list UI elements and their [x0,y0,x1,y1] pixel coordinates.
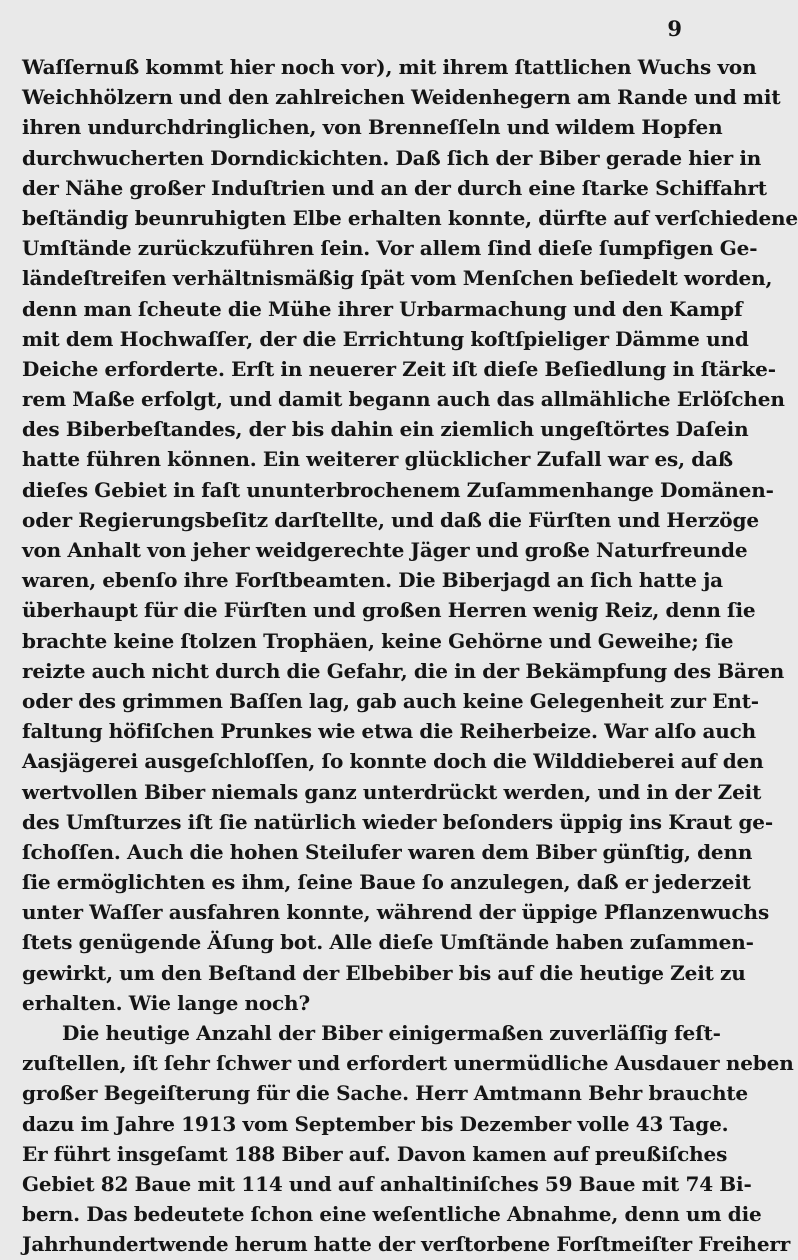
text-line: Weichhölzern und den zahlreichen Weidenhegern am Rande und mit [22,85,781,110]
paragraph [22,52,798,1018]
text-line: gewirkt, um den Beſtand der Elbebiber bis auf die heutige Zeit zu [22,960,746,985]
text-line: des Umſturzes iſt ſie natürlich wieder beſonders üppig ins Kraut ge- [22,809,774,834]
text-line: beſtändig beunruhigten Elbe erhalten konnte, dürfte auf verſchiedene [22,205,798,230]
text-line: ſtets genügende Äſung bot. Alle dieſe Umſtände haben zuſammen- [22,930,754,955]
text-line: Deiche erforderte. Erſt in neuerer Zeit iſt dieſe Beſiedlung in ſtärke- [22,356,776,381]
text-line: Gebiet 82 Baue mit 114 und auf anhaltiniſches 59 Baue mit 74 Bi- [22,1171,752,1196]
text-line: oder des grimmen Baſſen lag, gab auch keine Gelegenheit zur Ent- [22,688,759,713]
text-line: Aasjägerei ausgeſchloſſen, ſo konnte doch die Wilddieberei auf den [22,749,764,774]
text-line: faltung höfiſchen Prunkes wie etwa die Reiherbeize. War alſo auch [22,719,757,744]
text-line: hatte führen können. Ein weiterer glücklicher Zufall war es, daß [22,447,733,472]
text-line: erhalten. Wie lange noch? [22,990,311,1015]
text-line: durchwucherten Dorndickichten. Daß ſich der Biber gerade hier in [22,145,762,170]
text-line: ſie ermöglichten es ihm, ſeine Baue ſo anzulegen, daß er jederzeit [22,870,751,895]
text-line: überhaupt für die Fürſten und großen Herren wenig Reiz, denn ſie [22,598,756,623]
text-line: Er führt insgeſamt 188 Biber auf. Davon kamen auf preußiſches [22,1141,728,1166]
text-line: waren, ebenſo ihre Forſtbeamten. Die Biberjagd an ſich hatte ja [22,568,723,593]
text-line: des Biberbeſtandes, der bis dahin ein ziemlich ungeſtörtes Daſein [22,417,749,442]
text-line: ſchoſſen. Auch die hohen Steilufer waren dem Biber günſtig, denn [22,839,753,864]
text-line: großer Begeiſterung für die Sache. Herr Amtmann Behr brauchte [22,1081,749,1106]
text-line: bern. Das bedeutete ſchon eine weſentliche Abnahme, denn um die [22,1202,762,1227]
text-line: wertvollen Biber niemals ganz unterdrückt werden, und in der Zeit [22,779,762,804]
text-line: unter Waſſer ausfahren konnte, während der üppige Pflanzenwuchs [22,900,770,925]
text-body [22,52,798,1260]
text-line: rem Maße erfolgt, und damit begann auch das allmähliche Erlöſchen [22,387,785,412]
text-line: reizte auch nicht durch die Gefahr, die in der Bekämpfung des Bären [22,658,785,683]
text-line: mit dem Hochwaſſer, der die Errichtung koſtſpieliger Dämme und [22,326,749,351]
page-number: 9 [667,16,682,41]
text-line: ihren undurchdringlichen, von Brenneſſeln und wildem Hopfen [22,115,723,140]
text-line: dazu im Jahre 1913 vom September bis Dezember volle 43 Tage. [22,1111,729,1136]
text-line: zuſtellen, iſt ſehr ſchwer und erfordert unermüdliche Ausdauer neben [22,1051,794,1076]
text-line: Jahrhundertwende herum hatte der verſtorbene Forſtmeiſter Freiherr [22,1232,791,1257]
text-line: von Anhalt von jeher weidgerechte Jäger und große Naturfreunde [22,538,748,562]
text-line: denn man ſcheute die Mühe ihrer Urbarmachung und den Kampf [22,296,743,321]
text-line: ländeſtreifen verhältnismäßig ſpät vom Menſchen beſiedelt worden, [22,266,773,291]
text-line: dieſes Gebiet in faſt ununterbrochenem Zuſammenhange Domänen- [22,477,774,502]
text-line: Die heutige Anzahl der Biber einigermaßen zuverläſſig feſt- [62,1021,721,1045]
text-line: oder Regierungsbeſitz darſtellte, und daß die Fürſten und Herzöge [22,507,759,532]
paragraph [22,1018,794,1260]
text-line: Waſſernuß kommt hier noch vor), mit ihrem ſtattlichen Wuchs von [22,55,757,79]
text-line: brachte keine ſtolzen Trophäen, keine Gehörne und Geweihe; ſie [22,628,734,653]
text-line: Umſtände zurückzuführen ſein. Vor allem ſind dieſe ſumpfigen Ge- [22,236,758,261]
text-line: der Nähe großer Induſtrien und an der durch eine ſtarke Schiffahrt [22,175,767,200]
